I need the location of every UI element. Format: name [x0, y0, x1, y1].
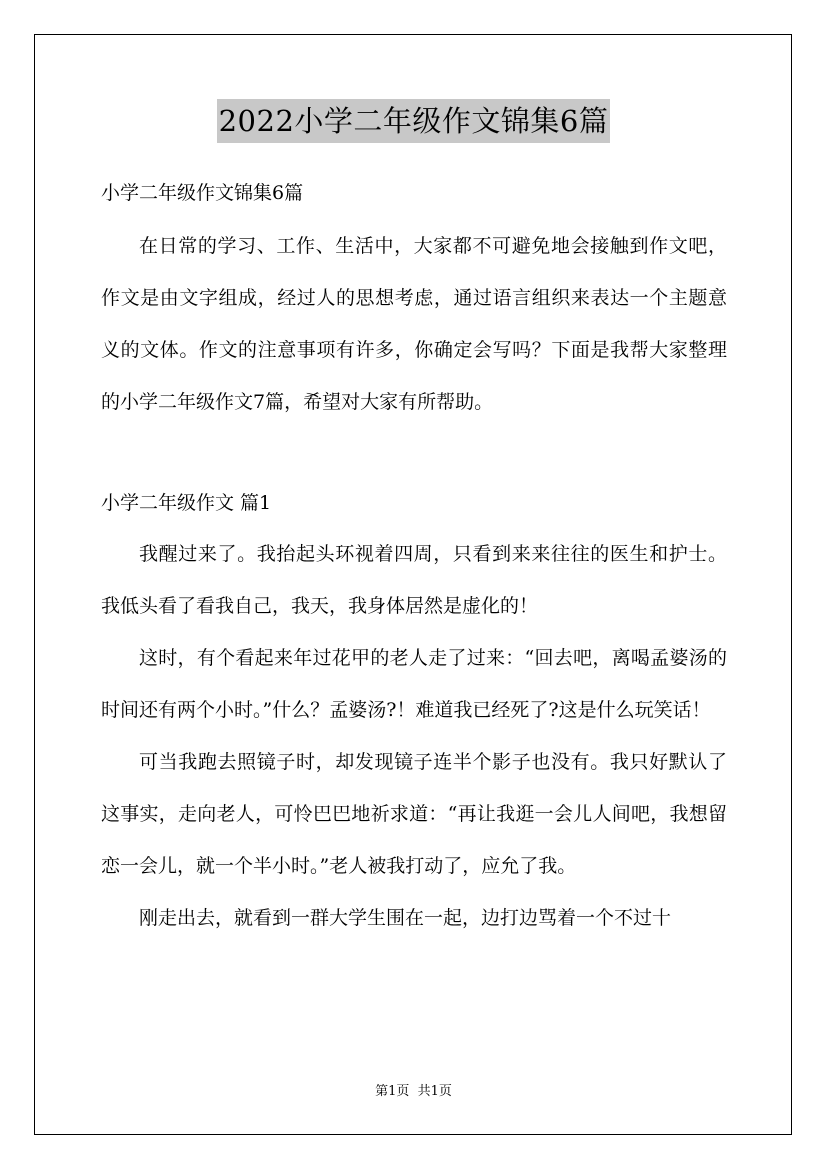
document-title: 2022小学二年级作文锦集6篇 — [217, 99, 611, 143]
body-paragraph: 这时，有个看起来年过花甲的老人走了过来：“回去吧，离喝孟婆汤的时间还有两个小时。”什么？孟婆汤?！难道我已经死了?这是什么玩笑话！ — [101, 647, 727, 721]
section-heading: 小学二年级作文 篇1 — [101, 492, 272, 514]
document-body — [101, 176, 727, 944]
page-footer: 第1页 共1页 — [375, 1084, 452, 1099]
intro-paragraph: 在日常的学习、工作、生活中，大家都不可避免地会接触到作文吧，作文是由文字组成，经过人的思想考虑，通过语言组织来表达一个主题意义的文体。作文的注意事项有许多，你确定会写吗？下面是我帮大家整理的小学二年级作文7篇，希望对大家有所帮助。 — [101, 235, 727, 413]
title-container — [0, 99, 827, 143]
body-paragraph: 可当我跑去照镜子时，却发现镜子连半个影子也没有。我只好默认了这事实，走向老人，可怜巴巴地祈求道：“再让我逛一会儿人间吧，我想留恋一会儿，就一个半小时。”老人被我打动了，应允了我。 — [101, 751, 727, 877]
document-subtitle: 小学二年级作文锦集6篇 — [101, 182, 304, 204]
body-paragraph: 我醒过来了。我抬起头环视着四周，只看到来来往往的医生和护士。我低头看了看我自己，我天，我身体居然是虚化的！ — [101, 543, 727, 617]
body-paragraph: 刚走出去，就看到一群大学生围在一起，边打边骂着一个不过十 — [139, 907, 672, 929]
